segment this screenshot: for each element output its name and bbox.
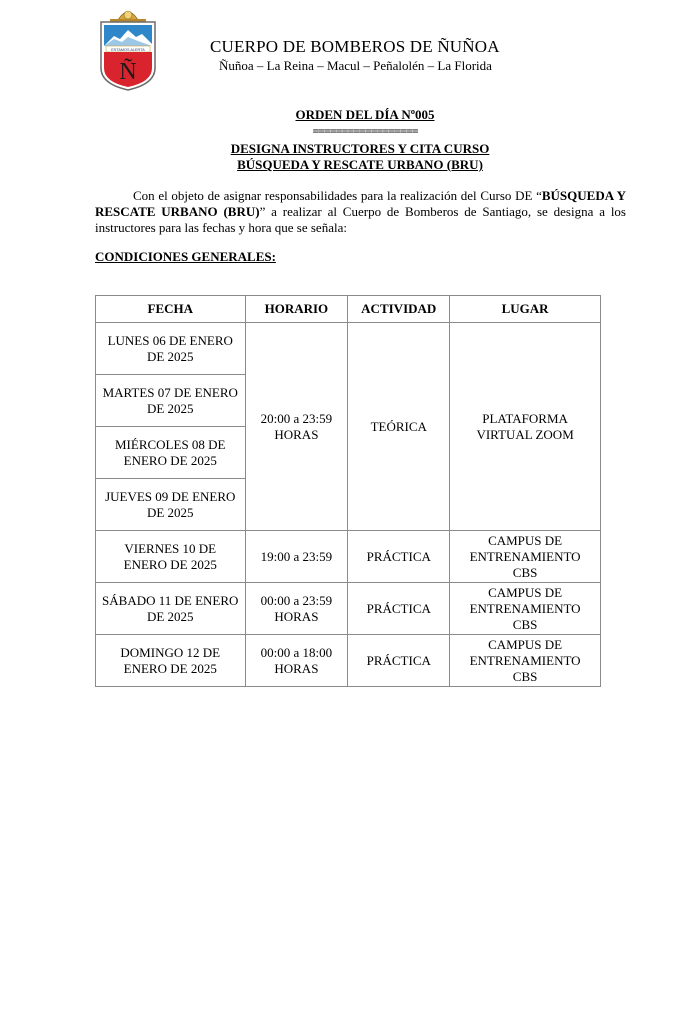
header-lugar: LUGAR	[450, 296, 601, 323]
subject-line-2: BÚSQUEDA Y RESCATE URBANO (BRU)	[237, 157, 483, 172]
cell-fecha: MARTES 07 DE ENERO DE 2025	[96, 375, 246, 427]
organization-communes: Ñuñoa – La Reina – Macul – Peñalolén – La Florida	[219, 58, 492, 73]
table-row	[96, 323, 601, 375]
header-horario: HORARIO	[245, 296, 348, 323]
subject-line-1: DESIGNA INSTRUCTORES Y CITA CURSO	[230, 141, 490, 156]
cell-lugar-theory: PLATAFORMA VIRTUAL ZOOM	[450, 323, 601, 531]
cell-fecha: DOMINGO 12 DE ENERO DE 2025	[96, 635, 246, 687]
table-header-row	[96, 296, 601, 323]
table-row	[96, 531, 601, 583]
schedule-table	[95, 295, 601, 687]
cell-actividad: PRÁCTICA	[348, 583, 450, 635]
order-title: ORDEN DEL DÍA Nº005	[295, 107, 435, 122]
cell-fecha: LUNES 06 DE ENERO DE 2025	[96, 323, 246, 375]
table-row	[96, 583, 601, 635]
cell-lugar: CAMPUS DE ENTRENAMIENTO CBS	[450, 635, 601, 687]
title-separator: ==================	[312, 124, 418, 138]
cell-actividad: PRÁCTICA	[348, 531, 450, 583]
crest-motto: ESTAMOS ALERTA	[111, 47, 145, 52]
intro-paragraph: Con el objeto de asignar responsabilidades para la realización del Curso DE “BÚSQUEDA Y RESCATE URBANO (BRU)” a realizar al Cuerpo de Bomberos de Santiago, se designa a los instructores para las fechas y hora que se señala:	[95, 188, 626, 235]
order-subject	[0, 141, 680, 173]
cell-fecha: SÁBADO 11 DE ENERO DE 2025	[96, 583, 246, 635]
fire-department-crest	[96, 6, 160, 92]
cell-fecha: JUEVES 09 DE ENERO DE 2025	[96, 479, 246, 531]
cell-horario: 00:00 a 18:00 HORAS	[245, 635, 348, 687]
cell-fecha: MIÉRCOLES 08 DE ENERO DE 2025	[96, 427, 246, 479]
header-fecha: FECHA	[96, 296, 246, 323]
cell-lugar: CAMPUS DE ENTRENAMIENTO CBS	[450, 531, 601, 583]
organization-title: CUERPO DE BOMBEROS DE ÑUÑOA	[210, 37, 500, 56]
crest-letter: Ñ	[119, 59, 137, 85]
cell-actividad-theory: TEÓRICA	[348, 323, 450, 531]
cell-fecha: VIERNES 10 DE ENERO DE 2025	[96, 531, 246, 583]
cell-horario: 00:00 a 23:59 HORAS	[245, 583, 348, 635]
table-row	[96, 635, 601, 687]
header-actividad: ACTIVIDAD	[348, 296, 450, 323]
cell-lugar: CAMPUS DE ENTRENAMIENTO CBS	[450, 583, 601, 635]
cell-actividad: PRÁCTICA	[348, 635, 450, 687]
section-title: CONDICIONES GENERALES:	[95, 249, 276, 264]
cell-horario: 19:00 a 23:59	[245, 531, 348, 583]
cell-horario-theory: 20:00 a 23:59 HORAS	[245, 323, 348, 531]
